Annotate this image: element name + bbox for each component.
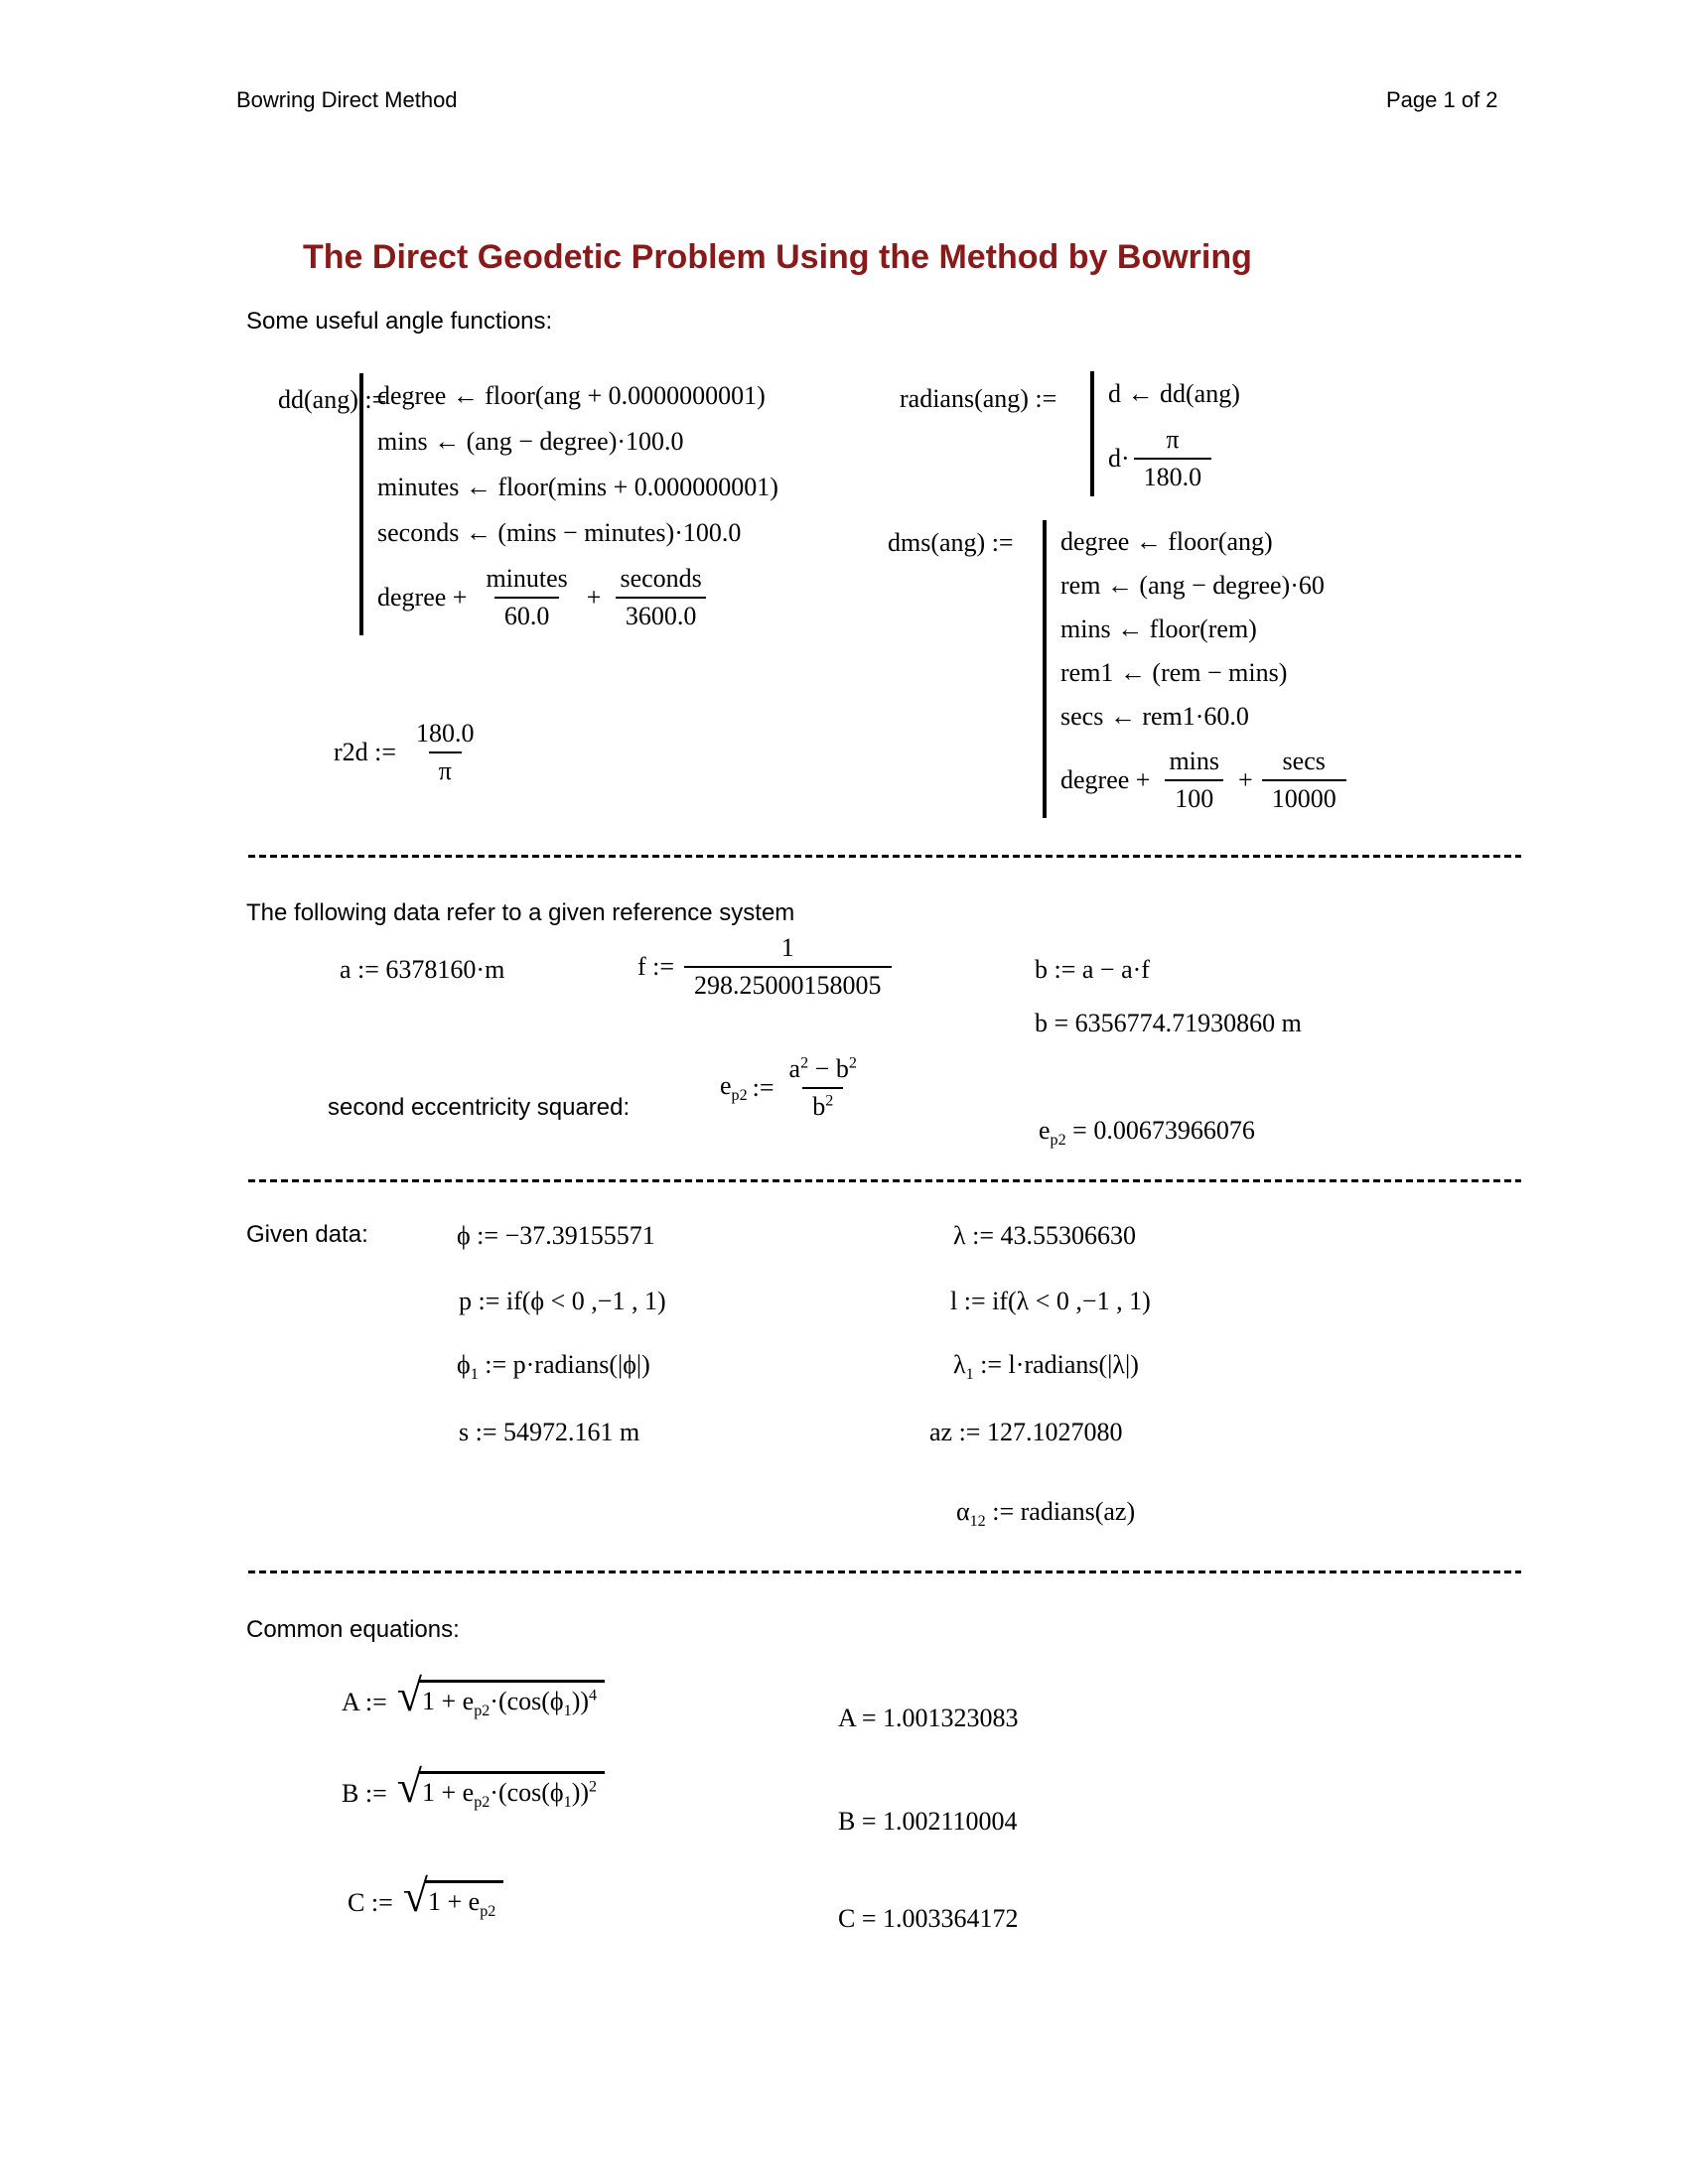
fraction-denominator: 298.25000158005	[684, 966, 892, 1001]
alpha12-base: α	[956, 1497, 970, 1526]
phi1-definition	[457, 1350, 650, 1384]
radians-function-body	[1090, 371, 1240, 496]
section-label-common-equations: Common equations:	[246, 1616, 460, 1643]
section-label-eccentricity: second eccentricity squared:	[328, 1094, 631, 1121]
ep2-symbol	[720, 1071, 748, 1105]
dms-line-5: secs ← rem1·60.0	[1060, 702, 1249, 731]
fraction-denominator: 180.0	[1134, 458, 1212, 492]
A-definition	[342, 1670, 605, 1725]
subscript: p2	[480, 1903, 496, 1921]
dms-line-2: rem ← (ang − degree)·60	[1060, 571, 1325, 600]
r2d-definition	[334, 719, 485, 786]
lambda1-base: λ	[953, 1350, 966, 1379]
radians-return-pre: d·	[1108, 444, 1130, 473]
phi1-base: ϕ	[457, 1350, 471, 1379]
minus-operator: −	[808, 1054, 836, 1083]
dms-line-4: rem1 ← (rem − mins)	[1060, 658, 1288, 687]
fraction-numerator: minutes	[486, 564, 568, 593]
fraction-denominator: 100	[1165, 779, 1223, 814]
section-label-angle-functions: Some useful angle functions:	[246, 308, 553, 335]
expr-text: 1 + e	[421, 1778, 475, 1807]
section-divider	[248, 1570, 1521, 1573]
dms-line-3: mins ← floor(rem)	[1060, 614, 1257, 643]
B-definition	[342, 1761, 605, 1817]
fraction-numerator: mins	[1169, 747, 1220, 775]
dd-return-pre: degree +	[377, 583, 468, 612]
phi1-subscript: 1	[470, 1366, 479, 1384]
dd-line-4: seconds ← (mins − minutes)·100.0	[377, 518, 742, 547]
phi-definition: ϕ := −37.39155571	[457, 1221, 655, 1250]
ep2-definition	[720, 1054, 867, 1122]
dd-line-1: degree ← floor(ang + 0.0000000001)	[377, 381, 766, 410]
exponent: 2	[589, 1778, 598, 1796]
ep2-subscript: p2	[1050, 1132, 1066, 1150]
radians-fraction-pi	[1134, 425, 1212, 492]
exponent: 2	[848, 1054, 857, 1072]
fraction-numerator: 180.0	[416, 719, 475, 748]
subscript: 1	[563, 1703, 572, 1720]
dd-function-label: dd(ang) :=	[278, 385, 387, 414]
dms-return-pre: degree +	[1060, 765, 1151, 794]
dd-fraction-minutes	[476, 564, 577, 631]
az-definition: az := 127.1027080	[929, 1418, 1123, 1446]
radical-icon: √	[396, 1670, 422, 1720]
B-square-root	[396, 1761, 605, 1817]
ep2-value: = 0.00673966076	[1065, 1116, 1255, 1145]
dms-fraction-secs	[1262, 747, 1346, 814]
dms-return-line	[1060, 747, 1346, 818]
header-page-number: Page 1 of 2	[1386, 87, 1498, 112]
section-divider	[248, 855, 1521, 858]
subscript: p2	[474, 1703, 491, 1720]
radical-icon: √	[402, 1870, 428, 1921]
lambda-definition: λ := 43.55306630	[953, 1221, 1136, 1250]
section-label-reference-system: The following data refer to a given reference system	[246, 899, 795, 926]
A-radicand	[419, 1680, 605, 1720]
b-definition: b := a − a·f	[1035, 955, 1150, 984]
ep2-subscript: p2	[731, 1087, 748, 1105]
C-square-root	[402, 1870, 504, 1926]
expr-text: 1 + e	[427, 1887, 481, 1916]
B-lhs: B :=	[342, 1779, 387, 1808]
radical-icon: √	[396, 1761, 422, 1812]
page-title: The Direct Geodetic Problem Using the Method by Bowring	[303, 238, 1252, 276]
radians-return-line	[1108, 425, 1240, 496]
exponent: 2	[825, 1092, 834, 1110]
fraction-denominator: 10000	[1262, 779, 1346, 814]
a-definition: a := 6378160·m	[340, 955, 505, 984]
p-definition: p := if(ϕ < 0 ,−1 , 1)	[459, 1287, 666, 1315]
A-square-root	[396, 1670, 605, 1725]
radians-line-1: d ← dd(ang)	[1108, 379, 1240, 408]
header-document-title: Bowring Direct Method	[236, 87, 458, 112]
fraction-denominator: π	[429, 751, 462, 786]
fraction-denominator: 60.0	[494, 597, 560, 631]
expr-text: 1 + e	[421, 1687, 475, 1715]
C-definition	[348, 1870, 503, 1926]
dd-function-body	[359, 373, 778, 635]
C-lhs: C :=	[348, 1888, 393, 1917]
section-divider	[248, 1179, 1521, 1182]
r2d-label: r2d :=	[334, 738, 397, 766]
dd-fraction-seconds	[610, 564, 711, 631]
C-result: C = 1.003364172	[838, 1904, 1019, 1933]
C-radicand	[425, 1880, 503, 1921]
exponent: 4	[589, 1687, 598, 1705]
dms-fraction-mins	[1159, 747, 1229, 814]
fraction-denominator	[802, 1087, 843, 1122]
var-a: a	[788, 1054, 801, 1083]
dms-line-1: degree ← floor(ang)	[1060, 527, 1273, 556]
plus-operator: +	[1238, 765, 1253, 794]
subscript: 1	[563, 1794, 572, 1812]
B-result: B = 1.002110004	[838, 1807, 1018, 1836]
ep2-result	[1039, 1116, 1255, 1150]
alpha12-definition	[956, 1497, 1135, 1531]
lambda1-subscript: 1	[965, 1366, 974, 1384]
r2d-fraction	[406, 719, 485, 786]
var-b: b	[812, 1092, 826, 1121]
fraction-numerator	[779, 1054, 867, 1087]
f-fraction	[684, 933, 892, 1001]
fraction-numerator: π	[1166, 425, 1180, 454]
fraction-numerator: 1	[780, 933, 794, 962]
lambda1-expression: := l·radians(|λ|)	[973, 1350, 1139, 1379]
A-lhs: A :=	[342, 1688, 387, 1716]
expr-text: ·(cos(ϕ	[490, 1687, 564, 1715]
ep2-base: e	[720, 1070, 732, 1100]
alpha12-subscript: 12	[969, 1513, 986, 1531]
dd-line-2: mins ← (ang − degree)·100.0	[377, 427, 684, 456]
B-radicand	[419, 1771, 605, 1812]
assign-operator: :=	[752, 1073, 774, 1102]
ep2-fraction	[779, 1054, 867, 1122]
dd-return-line	[377, 564, 778, 635]
expr-text: ))	[571, 1687, 590, 1715]
dms-function-label: dms(ang) :=	[888, 528, 1014, 557]
ep2-base: e	[1039, 1116, 1051, 1145]
f-definition	[637, 933, 892, 1001]
fraction-denominator: 3600.0	[616, 597, 707, 631]
radians-function-label: radians(ang) :=	[900, 384, 1057, 413]
l-definition: l := if(λ < 0 ,−1 , 1)	[950, 1287, 1151, 1315]
A-result: A = 1.001323083	[838, 1704, 1019, 1732]
s-definition: s := 54972.161 m	[459, 1418, 640, 1446]
dms-function-body	[1043, 520, 1346, 818]
fraction-numerator: seconds	[620, 564, 702, 593]
var-b: b	[835, 1054, 849, 1083]
dd-line-3: minutes ← floor(mins + 0.000000001)	[377, 473, 778, 501]
b-result: b = 6356774.71930860 m	[1035, 1009, 1302, 1037]
phi1-expression: := p·radians(|ϕ|)	[478, 1350, 650, 1379]
expr-text: ))	[571, 1778, 590, 1807]
subscript: p2	[474, 1794, 491, 1812]
plus-operator: +	[586, 583, 602, 612]
lambda1-definition	[953, 1350, 1139, 1384]
f-label: f :=	[637, 952, 675, 981]
alpha12-expression: := radians(az)	[985, 1497, 1136, 1526]
exponent: 2	[800, 1054, 809, 1072]
fraction-numerator: secs	[1282, 747, 1326, 775]
section-label-given-data: Given data:	[246, 1221, 368, 1248]
expr-text: ·(cos(ϕ	[490, 1778, 564, 1807]
